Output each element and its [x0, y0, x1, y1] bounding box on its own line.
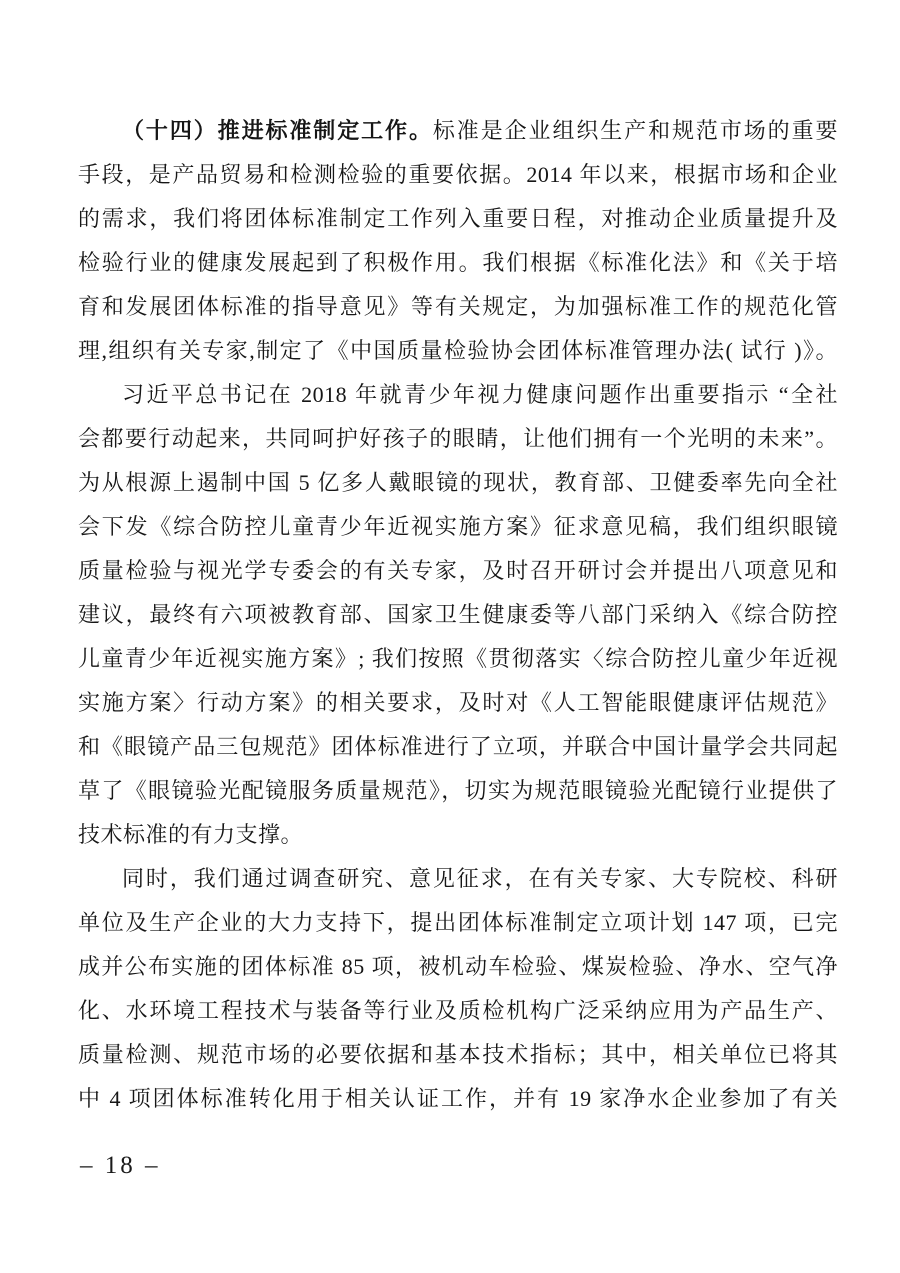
text-line: 成并公布实施的团体标准 85 项，被机动车检验、煤炭检验、净水、空气净: [78, 954, 838, 979]
text-line: 建议，最终有六项被教育部、国家卫生健康委等八部门采纳入《综合防控: [78, 602, 838, 627]
text-line: 质量检测、规范市场的必要依据和基本技术指标；其中，相关单位已将其: [78, 1042, 838, 1067]
text-line: 的需求，我们将团体标准制定工作列入重要日程，对推动企业质量提升及: [78, 206, 838, 231]
text-line: 会都要行动起来，共同呵护好孩子的眼睛，让他们拥有一个光明的未来”。: [78, 426, 838, 451]
paragraph-heading-line: [78, 109, 838, 153]
text-line: 质量检验与视光学专委会的有关专家，及时召开研讨会并提出八项意见和: [78, 558, 838, 583]
text-line: 单位及生产企业的大力支持下，提出团体标准制定立项计划 147 项，已完: [78, 910, 838, 935]
page-footer: [80, 1144, 161, 1188]
text-line: 儿童青少年近视实施方案》; 我们按照《贯彻落实〈综合防控儿童少年近视: [78, 646, 838, 671]
text-line: 理,组织有关专家,制定了《中国质量检验协会团体标准管理办法( 试行 )》。: [78, 338, 838, 363]
text-line: 实施方案〉行动方案》的相关要求，及时对《人工智能眼健康评估规范》: [78, 690, 838, 715]
text-line: 中 4 项团体标准转化用于相关认证工作，并有 19 家净水企业参加了有关: [78, 1086, 838, 1111]
section-heading: （十四）推进标准制定工作。: [122, 118, 433, 143]
paragraph-first-line: 同时，我们通过调查研究、意见征求，在有关专家、大专院校、科研: [122, 866, 838, 891]
heading-line-rest: 标准是企业组织生产和规范市场的重要: [432, 118, 838, 143]
text-line: 会下发《综合防控儿童青少年近视实施方案》征求意见稿，我们组织眼镜: [78, 514, 838, 539]
text-line: 和《眼镜产品三包规范》团体标准进行了立项，并联合中国计量学会共同起: [78, 734, 838, 759]
text-line: 检验行业的健康发展起到了积极作用。我们根据《标准化法》和《关于培: [78, 250, 838, 275]
document-body: [78, 109, 838, 1121]
paragraph-first-line: 习近平总书记在 2018 年就青少年视力健康问题作出重要指示 “全社: [122, 382, 838, 407]
text-line: 化、水环境工程技术与装备等行业及质检机构广泛采纳应用为产品生产、: [78, 998, 838, 1023]
text-line: 草了《眼镜验光配镜服务质量规范》，切实为规范眼镜验光配镜行业提供了: [78, 778, 838, 803]
paragraph-last-line: 技术标准的有力支撑。: [78, 822, 304, 847]
text-line: 手段，是产品贸易和检测检验的重要依据。2014 年以来，根据市场和企业: [78, 162, 838, 187]
text-line: 育和发展团体标准的指导意见》等有关规定，为加强标准工作的规范化管: [78, 294, 838, 319]
text-line: 为从根源上遏制中国 5 亿多人戴眼镜的现状，教育部、卫健委率先向全社: [78, 470, 838, 495]
page-number: – 18 –: [80, 1152, 161, 1179]
